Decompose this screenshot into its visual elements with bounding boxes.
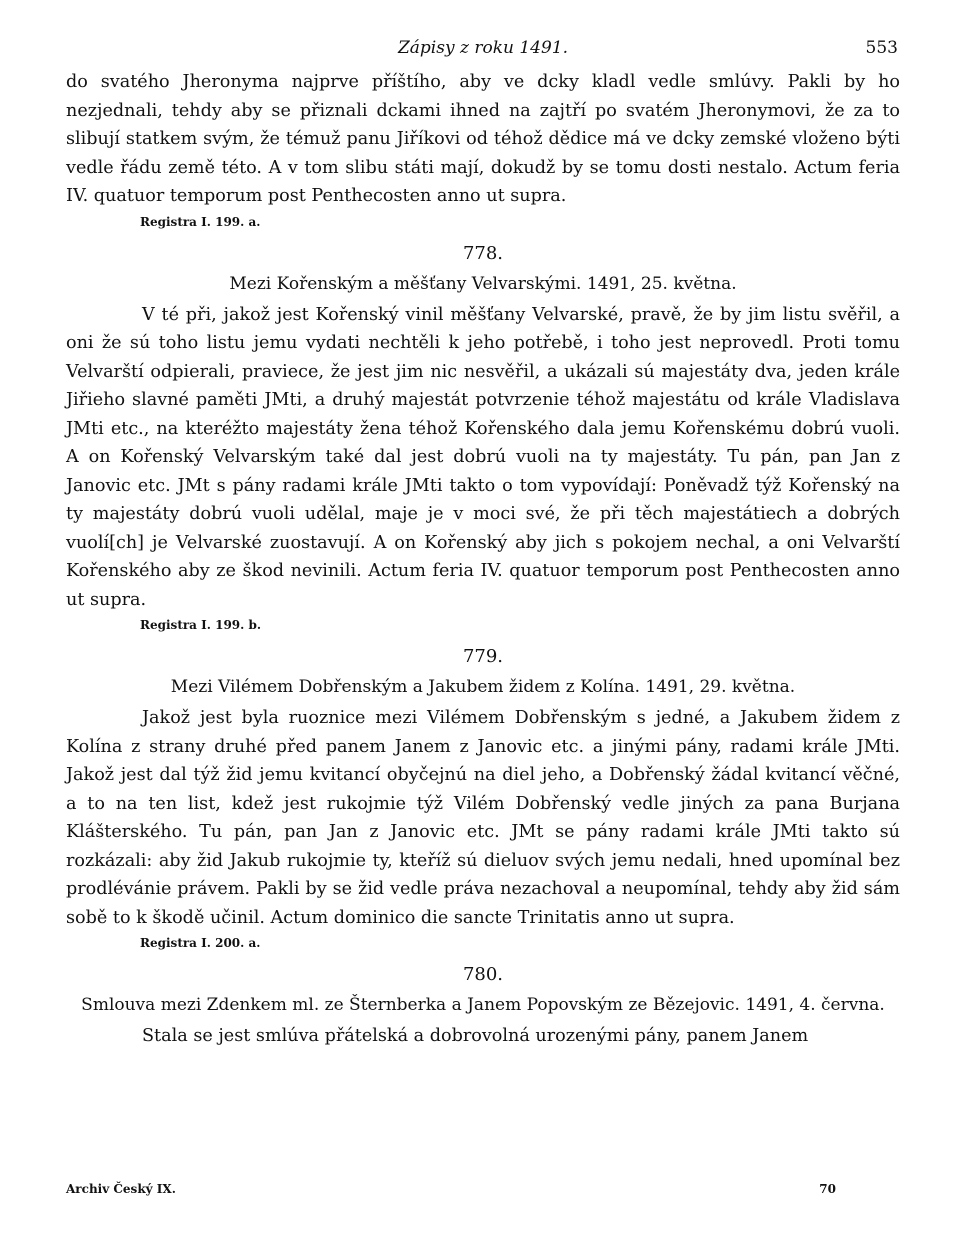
footer-sheet-number: 70 — [819, 1182, 836, 1196]
entry-heading: Mezi Vilémem Dobřenským a Jakubem židem z Kolína. 1491, 29. května. — [170, 677, 796, 697]
entry-paragraph: Jakož jest byla ruoznice mezi Vilémem Dobřenským s jedné, a Jakubem židem z Kolína z strany druhé před panem Janem z Janovic etc. a jinými pány, radami krále JMti. Jakož jest dal týž žid jemu kvitancí obyčejnú na diel jeho, a Dobřenský žádal kvitancí věčné, a to na ten list, kdež jest rukojmie týž Vilém Dobřenský vedle jiných za pana Burjana Klášterského. Tu pán, pan Jan z Janovic etc. JMt se pány radami krále JMti takto sú rozkázali: aby žid Jakub rukojmie ty, kteříž sú dieluov svých jemu nedali, hned upomínal bez prodlévánie právem. Pakli by se žid vedle práva nezachoval a neupomínal, tehdy aby žid sám sobě to k škodě učinil. Actum dominico die sancte Trinitatis anno ut supra. — [66, 708, 900, 928]
body-text — [66, 68, 900, 1051]
entry-heading: Smlouva mezi Zdenkem ml. ze Šternberka a Janem Popovským ze Bězejovic. 1491, 4. června. — [81, 995, 885, 1015]
entry-registra: Registra I. 200. a. — [140, 936, 261, 950]
entry-number: 779. — [462, 646, 504, 667]
entry-780 — [66, 960, 900, 1051]
document-page — [66, 30, 900, 1210]
entry-registra: Registra I. 199. b. — [140, 618, 262, 632]
entry-779 — [66, 642, 900, 954]
entry-heading: Mezi Kořenským a měšťany Velvarskými. 1491, 25. května. — [229, 273, 737, 294]
page-header — [66, 30, 900, 68]
running-title: Zápisy z roku 1491. — [397, 38, 569, 58]
page-footer — [66, 1182, 900, 1202]
entry-number: 778. — [462, 242, 504, 264]
entry-paragraph: V té při, jakož jest Kořenský vinil měšťany Velvarské, pravě, že by jim listu svěřil, a oni že sú toho listu jemu vydati nechtěli k jeho potřebě, i toho jest neprovedl. Proti tomu Velvarští odpierali, praviece, že jest jim nic nesvěřil, a ukázali sú majestáty dva, jeden krále Jiřieho slavné paměti JMti, a druhý majestát potvrzenie téhož majestátu od krále Vladislava JMti etc., na kteréžto majestáty žena téhož Kořenského dala jemu Kořenskému dobrú vuoli. A on Kořenský Velvarským také dal jest dobrú vuoli na ty majestáty. Tu pán, pan Jan z Janovic etc. JMt s pány radami krále JMti takto o tom vypovídají: Poněvadž týž Kořenský na ty majestáty dobrú vuoli udělal, maje je v moci své, že při těch majestátiech a dobrých vuolí[ch] je Velvarské zuostavují. A on Kořenský aby jich s pokojem nechal, a oni Velvarští Kořenského aby ze škod nevinili. Actum feria IV. quatuor temporum post Penthecosten anno ut supra. — [66, 304, 900, 610]
intro-registra: Registra I. 199. a. — [140, 214, 261, 229]
entry-number: 780. — [462, 964, 504, 985]
page-number: 553 — [865, 38, 898, 58]
entry-paragraph: Stala se jest smlúva přátelská a dobrovolná urozenými pány, panem Janem — [142, 1026, 809, 1046]
footer-signature: Archiv Český IX. — [66, 1182, 176, 1196]
entry-778 — [66, 239, 900, 637]
intro-paragraph: do svatého Jheronyma najprve příštího, aby ve dcky kladl vedle smlúvy. Pakli by ho nezjednali, tehdy aby se přiznali dckami ihned na zajtří po svatém Jheronymovi, že za to slibují statkem svým, že témuž panu Jiříkovi od téhož dědice má ve dcky zemské vloženo býti vedle řádu země této. A v tom slibu státi mají, dokudž by se tomu dosti nestalo. Actum feria IV. quatuor temporum post Penthecosten anno ut supra. — [66, 72, 900, 206]
